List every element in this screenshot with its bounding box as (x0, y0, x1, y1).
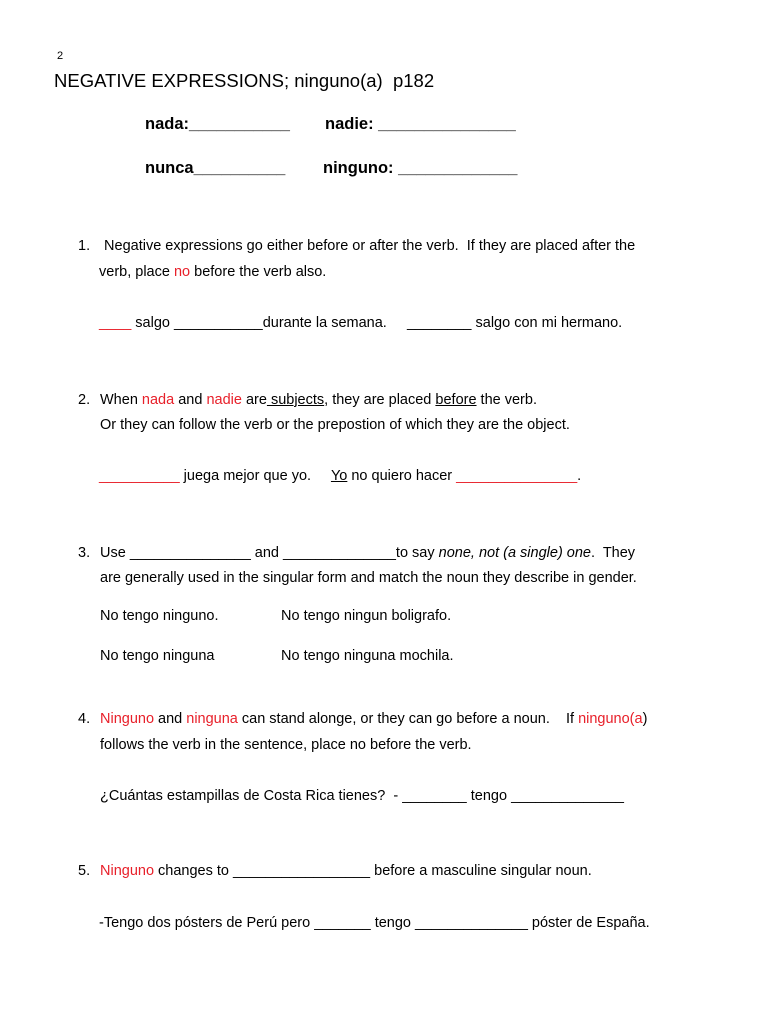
item1-line1: Negative expressions go either before or after the verb. If they are placed after the (100, 238, 636, 254)
vocab-nunca: nunca__________ (145, 159, 286, 177)
keyword-ninguna: ninguna (186, 711, 238, 727)
item3-example: No tengo ningun boligrafo. (281, 608, 452, 624)
item3-line1: Use _______________ and ______________to say none, not (a single) one. They (100, 545, 636, 561)
item2-line2: Or they can follow the verb or the prepostion of which they are the object. (100, 417, 570, 433)
item3-example: No tengo ninguna mochila. (281, 648, 454, 664)
vocab-nadie: nadie: _______________ (325, 115, 516, 133)
answer-blank: __________ (99, 468, 180, 484)
keyword-no: no (173, 264, 191, 280)
page-title: NEGATIVE EXPRESSIONS; ninguno(a) p182 (54, 70, 435, 91)
italic-phrase: none, not (a single) one (438, 545, 591, 561)
vocab-nada: nada:___________ (145, 115, 290, 133)
answer-blank: _______________ (456, 468, 578, 484)
item2-line1: When nada and nadie are subjects, they are placed before the verb. (100, 392, 537, 408)
underlined-subjects: subjects (266, 392, 325, 408)
item-number-5: 5. (78, 863, 91, 879)
underlined-yo: Yo (330, 468, 348, 484)
item4-example: ¿Cuántas estampillas de Costa Rica tienes? - ________ tengo ______________ (100, 788, 624, 804)
keyword-nadie: nadie (206, 392, 242, 408)
item-number-3: 3. (78, 545, 91, 561)
item-number-4: 4. (78, 711, 91, 727)
keyword-nada: nada (141, 392, 175, 408)
item1-line2: verb, place no before the verb also. (99, 264, 327, 280)
item-number-1: 1. (78, 238, 91, 254)
keyword-ninguno: Ninguno (100, 863, 155, 879)
item2-example: __________ juega mejor que yo. Yo no quiero hacer _______________. (99, 468, 582, 484)
underlined-before: before (435, 392, 477, 408)
item3-example: No tengo ninguno. (100, 608, 219, 624)
item1-example: ____ salgo ___________durante la semana. ________ salgo con mi hermano. (99, 315, 623, 331)
item4-line1: Ninguno and ninguna can stand alonge, or they can go before a noun. If ninguno(a) (100, 711, 648, 727)
vocab-ninguno: ninguno: _____________ (323, 159, 518, 177)
item3-example: No tengo ninguna (100, 648, 215, 664)
item4-line2: follows the verb in the sentence, place no before the verb. (100, 737, 472, 753)
keyword-ninguno: Ninguno (100, 711, 155, 727)
keyword-ninguno-a: ninguno(a (578, 711, 643, 727)
item5-line1: Ninguno changes to _________________ before a masculine singular noun. (100, 863, 592, 879)
answer-blank: ____ (99, 315, 132, 331)
page-number: 2 (57, 50, 64, 62)
item5-example: -Tengo dos pósters de Perú pero _______ tengo ______________ póster de España. (99, 915, 650, 931)
item3-line2: are generally used in the singular form and match the noun they describe in gender. (100, 570, 637, 586)
item-number-2: 2. (78, 392, 91, 408)
